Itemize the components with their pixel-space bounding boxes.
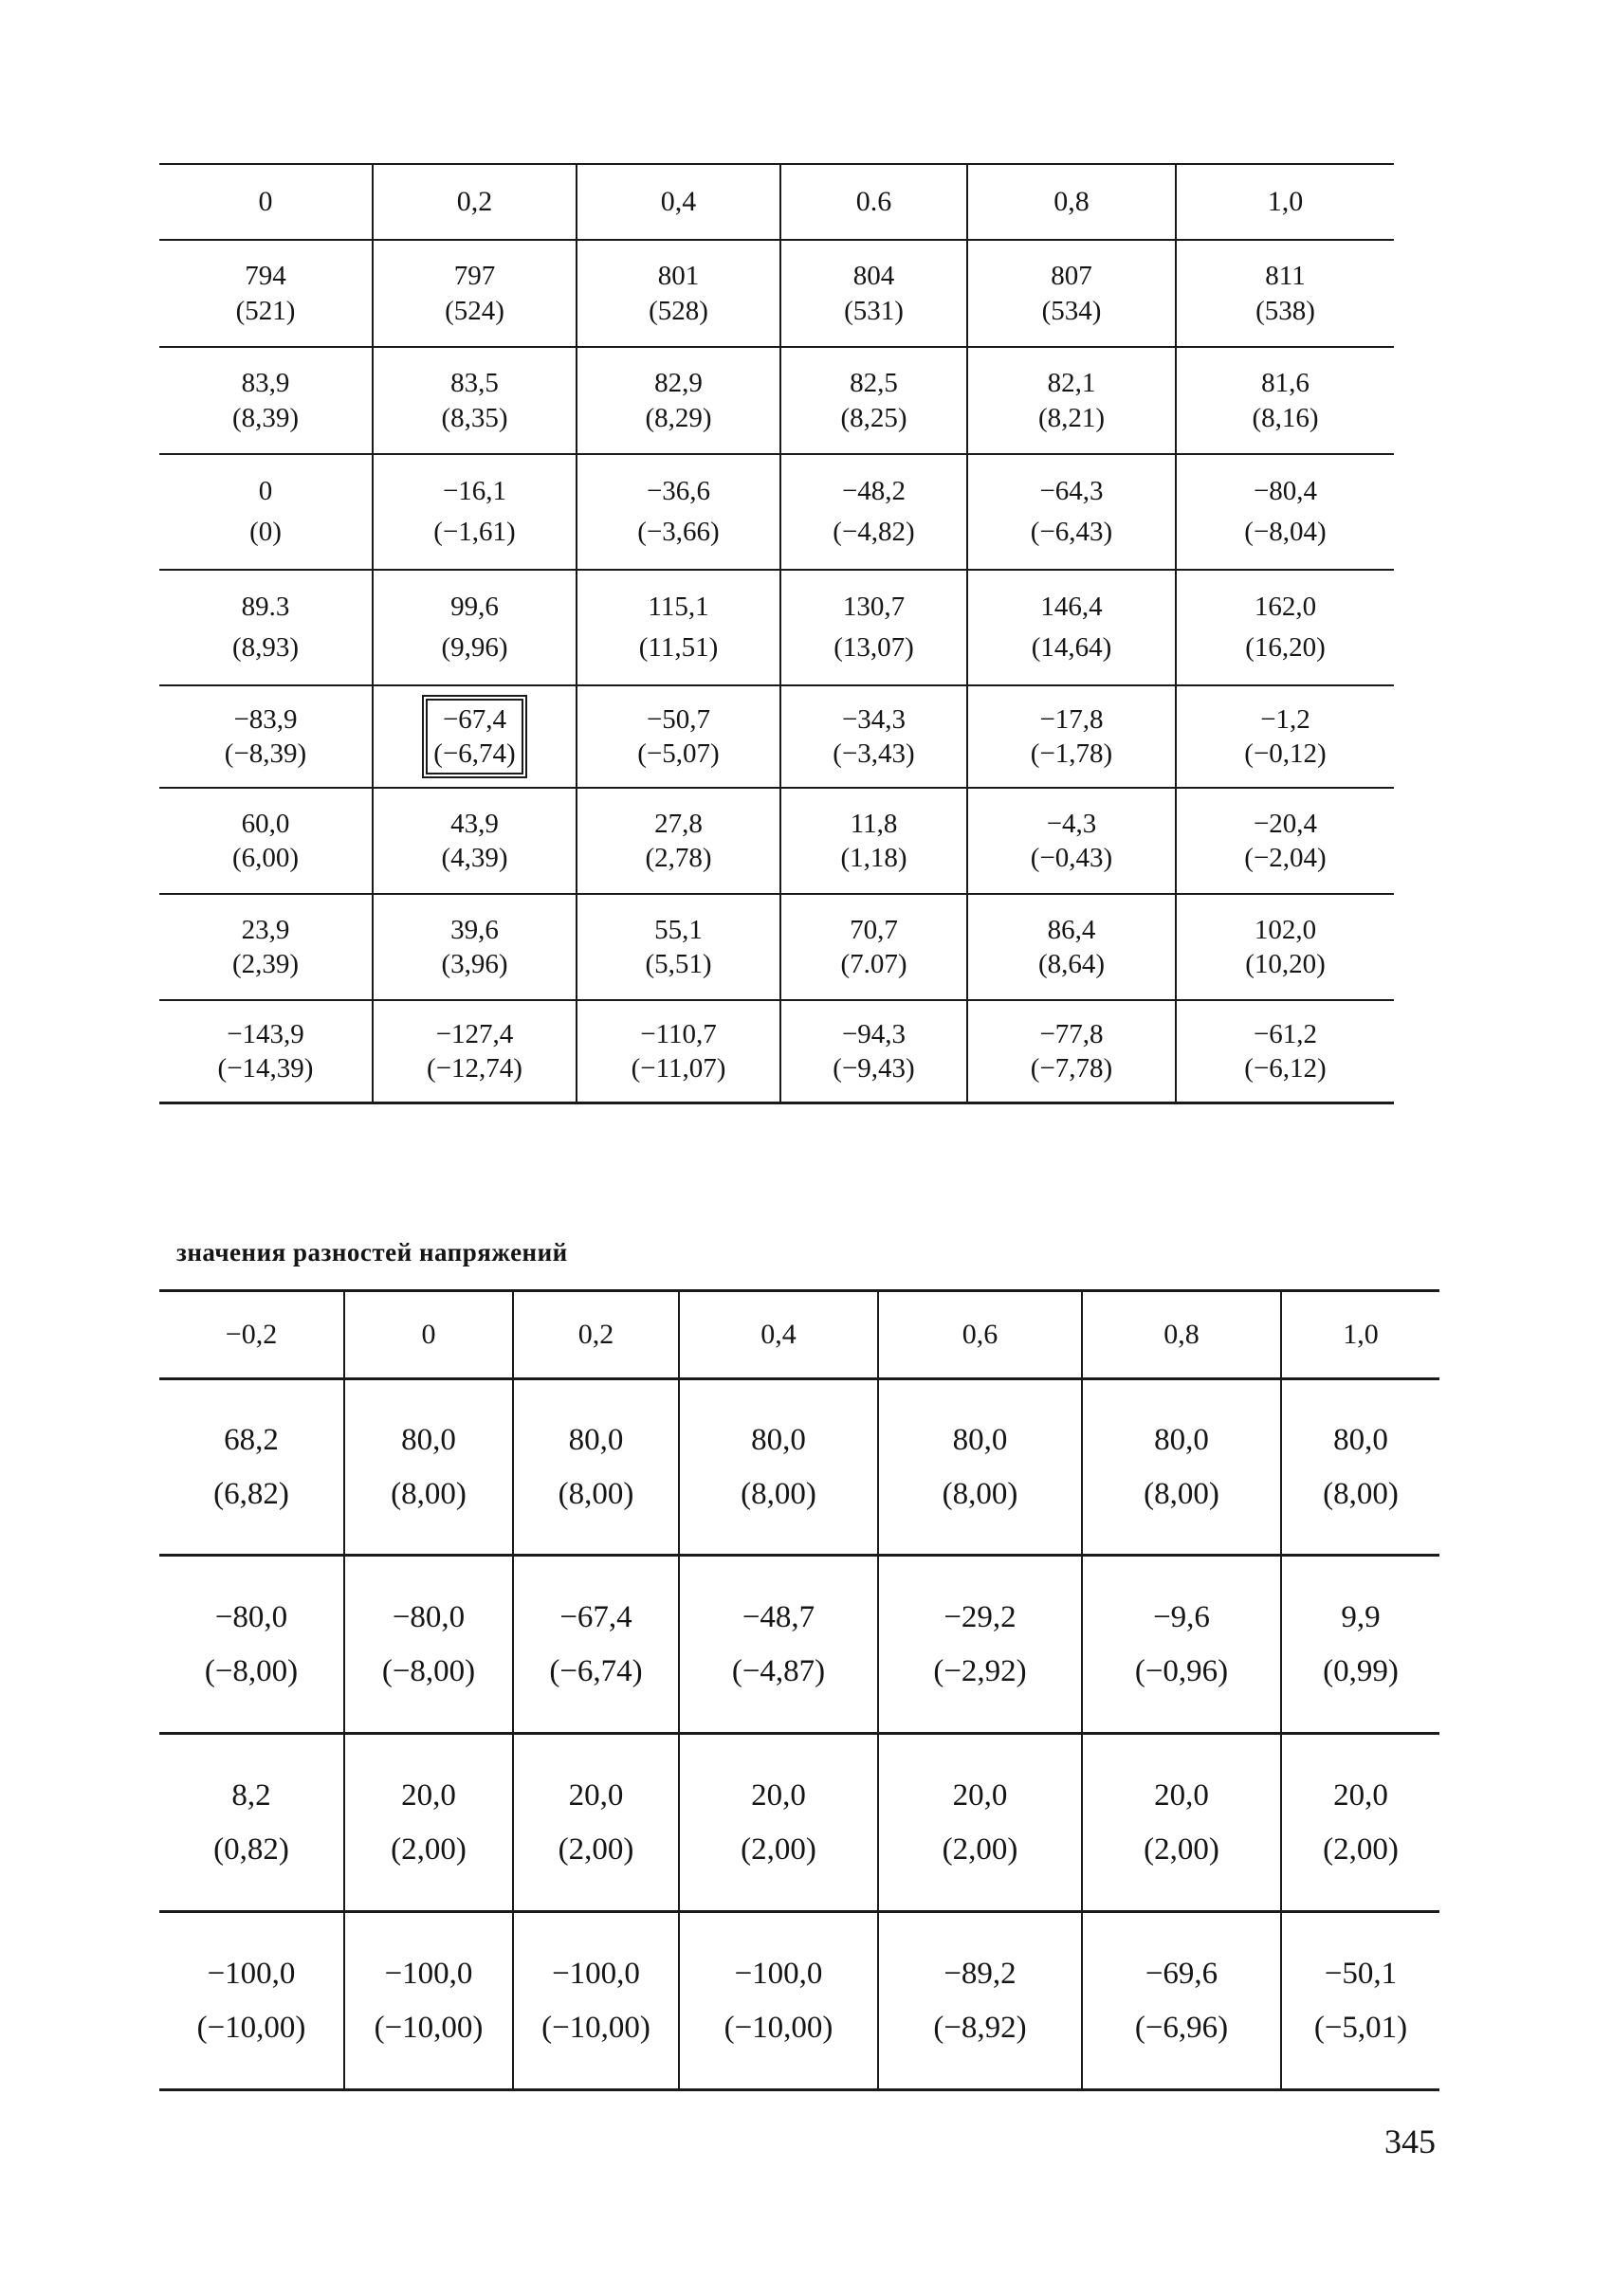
cell-value: −20,4 xyxy=(1253,808,1318,839)
cell-subvalue: (7.07) xyxy=(840,949,907,979)
table-cell xyxy=(1176,570,1394,685)
cell-subvalue: (−6,74) xyxy=(433,738,516,769)
table-cell xyxy=(159,1000,373,1102)
page-number: 345 xyxy=(1384,2123,1436,2160)
cell-subvalue: (−0,43) xyxy=(1030,843,1113,873)
cell-subvalue: (−6,74) xyxy=(549,1653,643,1688)
column-header: 0,6 xyxy=(878,1291,1082,1379)
table-cell xyxy=(159,894,373,1000)
table-cell xyxy=(513,1912,679,2090)
cell-value: −77,8 xyxy=(1039,1018,1104,1049)
cell-value: 811 xyxy=(1265,261,1306,292)
cell-value: 0 xyxy=(258,475,273,506)
cell-subvalue: (−9,43) xyxy=(833,1052,915,1084)
cell-subvalue: (−8,04) xyxy=(1244,517,1327,547)
cell-subvalue: (8,93) xyxy=(231,632,300,663)
cell-subvalue: (−0,96) xyxy=(1134,1653,1229,1688)
table-cell xyxy=(577,1000,780,1102)
upper-stress-table xyxy=(159,163,1394,1104)
stress-difference-table xyxy=(159,1289,1439,2091)
table-cell xyxy=(1176,1000,1394,1102)
table-cell xyxy=(1176,347,1394,454)
cell-subvalue: (2,00) xyxy=(558,1831,634,1867)
table-cell xyxy=(159,788,373,894)
table-row xyxy=(159,570,1394,685)
column-header: 0,2 xyxy=(373,164,577,240)
table-row xyxy=(159,788,1394,894)
cell-value: 55,1 xyxy=(654,914,703,945)
cell-subvalue: (−10,00) xyxy=(541,2010,650,2045)
column-header: 0.6 xyxy=(780,164,967,240)
cell-subvalue: (8,00) xyxy=(1144,1476,1219,1511)
cell-subvalue: (8,21) xyxy=(1037,402,1106,433)
cell-subvalue: (10,20) xyxy=(1245,949,1326,979)
cell-value: 80,0 xyxy=(1333,1423,1388,1458)
cell-value: 99,6 xyxy=(450,591,499,622)
cell-value: −36,6 xyxy=(646,475,711,506)
column-header: 1,0 xyxy=(1281,1291,1439,1379)
cell-subvalue: (−0,12) xyxy=(1244,738,1327,769)
cell-subvalue: (14,64) xyxy=(1031,632,1112,663)
cell-value: −143,9 xyxy=(227,1018,304,1049)
table-cell xyxy=(967,685,1176,788)
table-cell xyxy=(1082,1912,1281,2090)
table-cell xyxy=(1281,1556,1439,1734)
table-cell xyxy=(878,1556,1082,1734)
table-cell xyxy=(679,1734,878,1912)
column-header: 0,4 xyxy=(577,164,780,240)
table-cell xyxy=(878,1379,1082,1556)
cell-subvalue: (−3,43) xyxy=(833,738,915,769)
cell-subvalue: (−2,92) xyxy=(933,1653,1027,1688)
table-row xyxy=(159,1734,1439,1912)
cell-value: −67,4 xyxy=(442,703,507,735)
cell-subvalue: (0) xyxy=(249,517,282,547)
cell-value: 804 xyxy=(852,261,895,292)
table-cell xyxy=(967,347,1176,454)
cell-subvalue: (−12,74) xyxy=(427,1052,522,1084)
cell-value: −1,2 xyxy=(1260,703,1310,735)
table-cell xyxy=(679,1556,878,1734)
cell-subvalue: (2,00) xyxy=(1144,1831,1219,1867)
cell-subvalue: (6,82) xyxy=(213,1476,289,1511)
cell-value: 20,0 xyxy=(1333,1778,1388,1813)
table-cell xyxy=(967,788,1176,894)
table-cell xyxy=(878,1912,1082,2090)
cell-value: −34,3 xyxy=(841,703,907,735)
table-cell xyxy=(513,1556,679,1734)
cell-value: −48,2 xyxy=(841,475,907,506)
cell-subvalue: (−6,96) xyxy=(1134,2010,1229,2045)
table-row xyxy=(159,1000,1394,1102)
column-header: 1,0 xyxy=(1176,164,1394,240)
cell-subvalue: (538) xyxy=(1255,295,1315,326)
cell-subvalue: (2,00) xyxy=(391,1831,467,1867)
cell-value: 20,0 xyxy=(401,1778,456,1813)
cell-subvalue: (−7,78) xyxy=(1030,1052,1113,1084)
table-cell xyxy=(373,1000,577,1102)
table-cell xyxy=(1176,894,1394,1000)
cell-subvalue: (8,00) xyxy=(942,1476,1018,1511)
table-cell xyxy=(373,347,577,454)
table-cell xyxy=(780,347,967,454)
cell-subvalue: (8,39) xyxy=(231,402,300,433)
table-cell xyxy=(159,1556,344,1734)
table-row xyxy=(159,240,1394,347)
table-caption: значения разностей напряжений xyxy=(176,1238,568,1266)
cell-value: 162,0 xyxy=(1254,591,1317,622)
cell-subvalue: (3,96) xyxy=(441,949,508,979)
cell-value: −80,4 xyxy=(1253,475,1318,506)
table-row xyxy=(159,454,1394,570)
column-header: 0 xyxy=(344,1291,513,1379)
cell-subvalue: (2,39) xyxy=(231,949,300,979)
table-cell xyxy=(513,1379,679,1556)
cell-subvalue: (531) xyxy=(844,295,904,326)
cell-value: −16,1 xyxy=(442,475,507,506)
cell-subvalue: (−4,82) xyxy=(833,517,915,547)
table-cell xyxy=(159,685,373,788)
cell-subvalue: (8,00) xyxy=(741,1476,816,1511)
table-cell xyxy=(1176,240,1394,347)
cell-subvalue: (2,00) xyxy=(1323,1831,1399,1867)
table-row xyxy=(159,685,1394,788)
table-cell xyxy=(1281,1379,1439,1556)
cell-subvalue: (−6,43) xyxy=(1030,517,1113,547)
cell-value: 807 xyxy=(1051,261,1092,292)
column-header: 0,2 xyxy=(513,1291,679,1379)
column-header: 0 xyxy=(159,164,373,240)
cell-subvalue: (8,64) xyxy=(1037,949,1106,979)
cell-value: 11,8 xyxy=(850,808,898,839)
cell-subvalue: (6,00) xyxy=(231,843,300,873)
cell-value: 794 xyxy=(245,261,286,292)
table-cell xyxy=(1176,788,1394,894)
cell-subvalue: (−5,07) xyxy=(637,738,720,769)
table-row xyxy=(159,894,1394,1000)
column-header: −0,2 xyxy=(159,1291,344,1379)
cell-value: 70,7 xyxy=(850,914,898,945)
cell-value: 68,2 xyxy=(224,1423,279,1458)
table-cell xyxy=(373,454,577,570)
table-cell xyxy=(967,1000,1176,1102)
table-cell xyxy=(344,1379,513,1556)
table-cell xyxy=(159,347,373,454)
cell-value: −64,3 xyxy=(1039,475,1104,506)
cell-subvalue: (−1,61) xyxy=(433,517,516,547)
cell-value: −100,0 xyxy=(552,1957,640,1992)
cell-value: 86,4 xyxy=(1047,914,1096,945)
cell-value: 20,0 xyxy=(1154,1778,1209,1813)
cell-value: −67,4 xyxy=(559,1600,632,1635)
cell-value: 20,0 xyxy=(952,1778,1008,1813)
cell-value: −29,2 xyxy=(943,1600,1017,1635)
cell-value: 83,9 xyxy=(241,368,290,399)
table-header-row xyxy=(159,164,1394,240)
table-cell xyxy=(1082,1734,1281,1912)
cell-subvalue: (1,18) xyxy=(840,843,907,873)
cell-subvalue: (16,20) xyxy=(1245,632,1326,663)
cell-value: −110,7 xyxy=(640,1018,717,1049)
cell-value: 89.3 xyxy=(241,591,290,622)
table-cell xyxy=(967,454,1176,570)
cell-subvalue: (534) xyxy=(1041,295,1102,326)
cell-value: 81,6 xyxy=(1261,368,1310,399)
cell-subvalue: (−8,92) xyxy=(933,2010,1027,2045)
cell-subvalue: (−8,39) xyxy=(224,738,307,769)
cell-value: −94,3 xyxy=(841,1018,907,1049)
cell-value: 82,5 xyxy=(850,368,898,399)
cell-subvalue: (528) xyxy=(649,295,708,326)
table-cell xyxy=(780,1000,967,1102)
table-cell xyxy=(679,1912,878,2090)
table-cell xyxy=(780,894,967,1000)
table-cell xyxy=(373,894,577,1000)
table-cell xyxy=(780,240,967,347)
cell-subvalue: (8,00) xyxy=(1323,1476,1399,1511)
table-cell xyxy=(967,570,1176,685)
cell-subvalue: (−8,00) xyxy=(204,1653,299,1688)
table-cell xyxy=(373,240,577,347)
cell-value: 80,0 xyxy=(401,1423,456,1458)
cell-subvalue: (−8,00) xyxy=(381,1653,476,1688)
cell-value: −100,0 xyxy=(384,1957,473,1992)
cell-value: 20,0 xyxy=(751,1778,806,1813)
cell-value: −69,6 xyxy=(1145,1957,1218,1992)
cell-value: 27,8 xyxy=(654,808,703,839)
cell-value: 80,0 xyxy=(568,1423,624,1458)
cell-value: 39,6 xyxy=(450,914,499,945)
cell-value: 115,1 xyxy=(648,591,709,622)
cell-value: −127,4 xyxy=(435,1018,514,1049)
table-cell xyxy=(577,347,780,454)
cell-value: 80,0 xyxy=(1154,1423,1209,1458)
table-cell xyxy=(513,1734,679,1912)
cell-subvalue: (−4,87) xyxy=(731,1653,826,1688)
table-cell xyxy=(1176,685,1394,788)
table-cell xyxy=(159,570,373,685)
cell-value: 9,9 xyxy=(1341,1600,1381,1635)
cell-subvalue: (524) xyxy=(445,295,504,326)
cell-subvalue: (521) xyxy=(235,295,296,326)
cell-subvalue: (8,35) xyxy=(441,402,508,433)
cell-subvalue: (−10,00) xyxy=(196,2010,306,2045)
cell-subvalue: (−3,66) xyxy=(637,517,720,547)
table-cell xyxy=(159,454,373,570)
cell-value: −80,0 xyxy=(392,1600,466,1635)
cell-value: 20,0 xyxy=(568,1778,624,1813)
table-cell xyxy=(159,1912,344,2090)
cell-value: −80,0 xyxy=(214,1600,288,1635)
cell-value: 102,0 xyxy=(1254,914,1317,945)
cell-subvalue: (8,00) xyxy=(391,1476,467,1511)
cell-subvalue: (4,39) xyxy=(441,843,508,873)
table-cell xyxy=(159,1379,344,1556)
table-cell xyxy=(159,1734,344,1912)
table-row xyxy=(159,1912,1439,2090)
table-row xyxy=(159,1556,1439,1734)
cell-value: 80,0 xyxy=(751,1423,806,1458)
cell-subvalue: (11,51) xyxy=(638,632,719,663)
cell-value: 82,1 xyxy=(1047,368,1096,399)
table-cell xyxy=(780,454,967,570)
column-header: 0,8 xyxy=(967,164,1176,240)
column-header: 0,8 xyxy=(1082,1291,1281,1379)
table-row xyxy=(159,1379,1439,1556)
cell-subvalue: (−5,01) xyxy=(1313,2010,1408,2045)
table-cell xyxy=(373,788,577,894)
table-cell xyxy=(780,788,967,894)
cell-value: −100,0 xyxy=(207,1957,296,1992)
table-cell xyxy=(1082,1556,1281,1734)
table-cell xyxy=(577,685,780,788)
table-cell xyxy=(878,1734,1082,1912)
cell-value: 23,9 xyxy=(241,914,290,945)
cell-subvalue: (−6,12) xyxy=(1244,1052,1327,1084)
cell-value: 797 xyxy=(453,261,496,292)
cell-subvalue: (−10,00) xyxy=(724,2010,833,2045)
cell-subvalue: (2,78) xyxy=(645,843,712,873)
cell-value: 130,7 xyxy=(842,591,906,622)
cell-subvalue: (−14,39) xyxy=(217,1052,314,1084)
cell-subvalue: (−1,78) xyxy=(1030,738,1113,769)
table-cell xyxy=(1082,1379,1281,1556)
table-cell xyxy=(373,570,577,685)
table-cell xyxy=(1281,1912,1439,2090)
table-cell xyxy=(1176,454,1394,570)
cell-value: −9,6 xyxy=(1153,1600,1210,1635)
cell-value: −48,7 xyxy=(742,1600,815,1635)
table-cell xyxy=(159,240,373,347)
cell-subvalue: (8,25) xyxy=(840,402,907,433)
cell-subvalue: (8,00) xyxy=(558,1476,634,1511)
highlight-box xyxy=(422,695,526,779)
table-cell xyxy=(344,1556,513,1734)
cell-subvalue: (8,29) xyxy=(645,402,712,433)
table-cell xyxy=(577,454,780,570)
cell-value: −83,9 xyxy=(233,703,298,735)
cell-value: 80,0 xyxy=(952,1423,1008,1458)
cell-subvalue: (−10,00) xyxy=(374,2010,484,2045)
cell-subvalue: (13,07) xyxy=(833,632,914,663)
cell-subvalue: (0,82) xyxy=(213,1831,289,1867)
cell-value: 146,4 xyxy=(1040,591,1103,622)
table-cell xyxy=(967,240,1176,347)
table-row xyxy=(159,347,1394,454)
cell-value: −4,3 xyxy=(1046,808,1097,839)
cell-value: −61,2 xyxy=(1253,1018,1318,1049)
cell-value: −50,7 xyxy=(646,703,711,735)
table-cell xyxy=(679,1379,878,1556)
table-cell xyxy=(344,1912,513,2090)
table-cell xyxy=(344,1734,513,1912)
cell-subvalue: (−2,04) xyxy=(1244,843,1327,873)
table-cell xyxy=(780,570,967,685)
cell-value: −50,1 xyxy=(1324,1957,1398,1992)
cell-subvalue: (2,00) xyxy=(741,1831,816,1867)
cell-value: 82,9 xyxy=(654,368,703,399)
table-cell xyxy=(967,894,1176,1000)
cell-value: 43,9 xyxy=(450,808,499,839)
table-cell xyxy=(373,685,577,788)
table-cell xyxy=(577,894,780,1000)
cell-value: 801 xyxy=(657,261,700,292)
cell-subvalue: (5,51) xyxy=(645,949,712,979)
cell-subvalue: (8,16) xyxy=(1252,402,1319,433)
table-header-row xyxy=(159,1291,1439,1379)
table-cell xyxy=(577,240,780,347)
table-cell xyxy=(780,685,967,788)
column-header: 0,4 xyxy=(679,1291,878,1379)
cell-value: −100,0 xyxy=(734,1957,823,1992)
cell-subvalue: (9,96) xyxy=(441,632,508,663)
cell-value: −89,2 xyxy=(943,1957,1017,1992)
cell-value: −17,8 xyxy=(1039,703,1104,735)
cell-subvalue: (−11,07) xyxy=(631,1052,726,1084)
cell-subvalue: (2,00) xyxy=(942,1831,1018,1867)
cell-value: 60,0 xyxy=(241,808,290,839)
cell-subvalue: (0,99) xyxy=(1323,1653,1399,1688)
table-cell xyxy=(577,788,780,894)
cell-value: 83,5 xyxy=(450,368,499,399)
cell-value: 8,2 xyxy=(231,1778,271,1813)
table-cell xyxy=(577,570,780,685)
table-cell xyxy=(1281,1734,1439,1912)
